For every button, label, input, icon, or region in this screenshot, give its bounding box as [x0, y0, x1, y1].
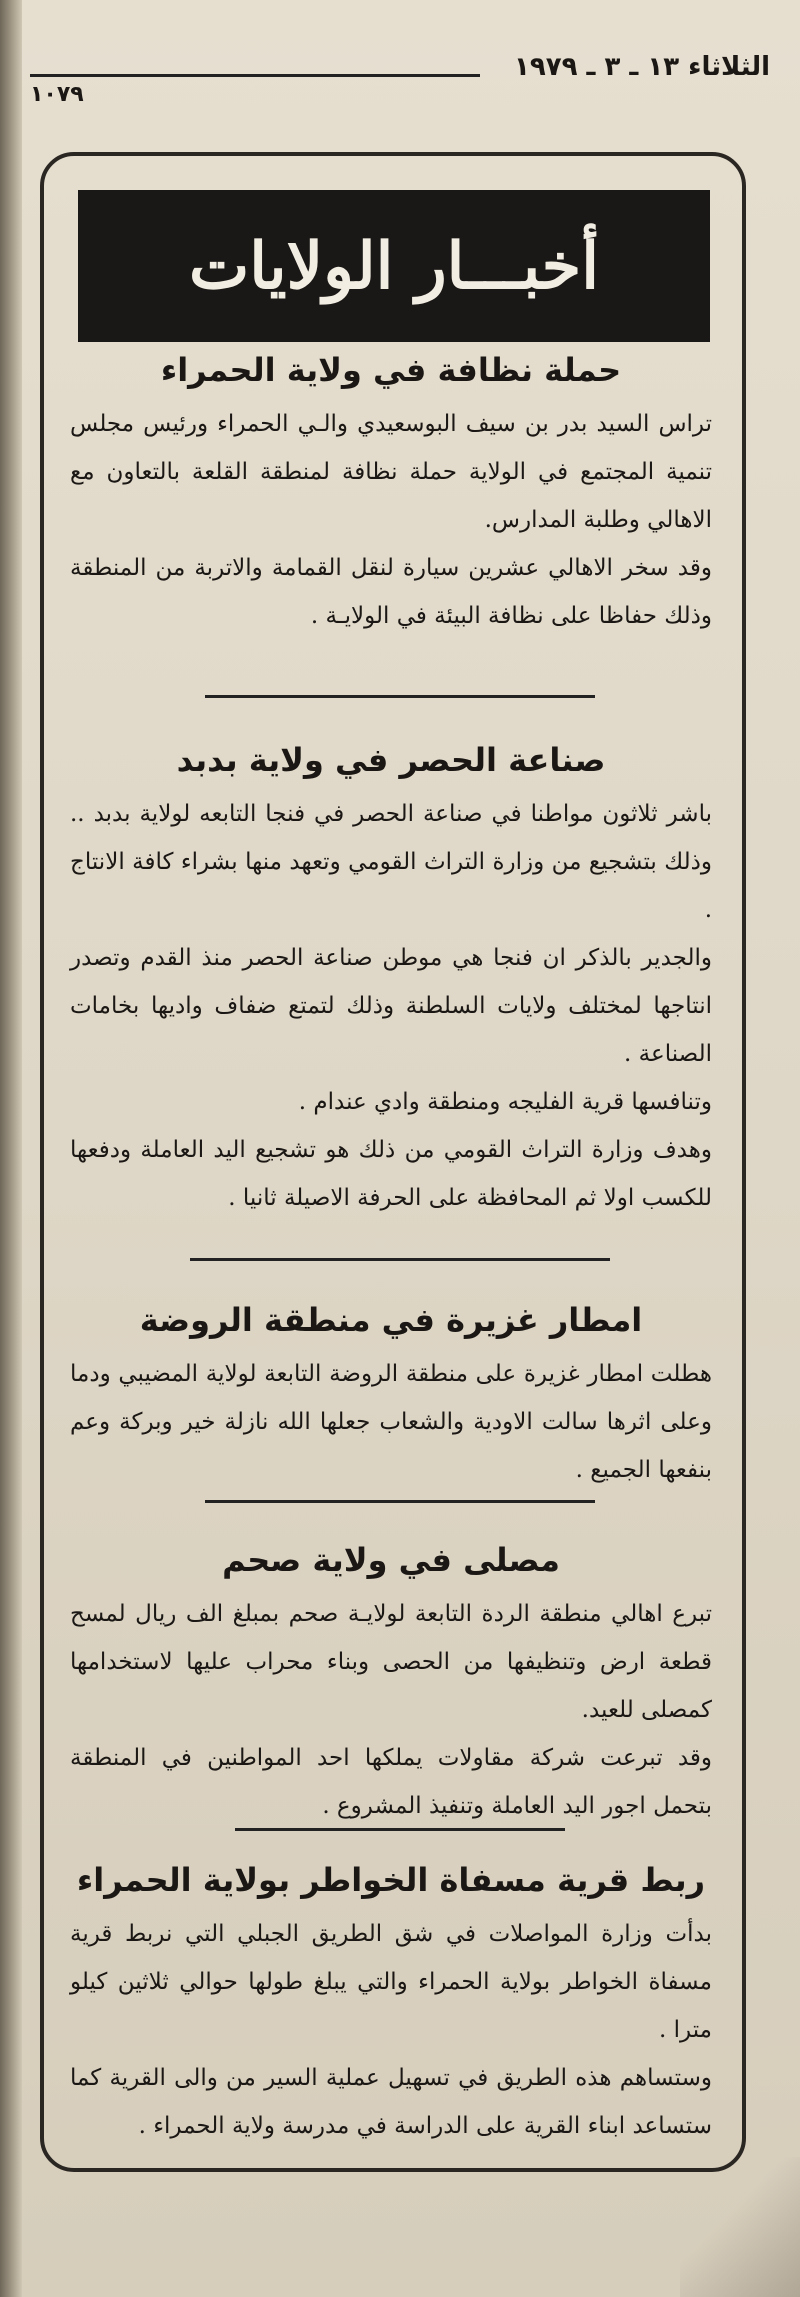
- article-hamra-cleanup: [70, 350, 712, 640]
- issue-year: ١٠٧٩: [30, 82, 84, 107]
- article-paragraph: وستساهم هذه الطريق في تسهيل عملية السير من والى القرية كما ستساعد ابناء القرية على الدراسة في مدرسة ولاية الحمراء .: [70, 2064, 712, 2139]
- article-prayer-suhm: [70, 1540, 712, 1830]
- article-paragraph: وهدف وزارة التراث القومي من ذلك هو تشجيع اليد العاملة ودفعها للكسب اولا ثم المحافظة على الحرفة الاصيلة ثانيا .: [70, 1136, 712, 1211]
- article-paragraph: بدأت وزارة المواصلات في شق الطريق الجبلي التي نربط قرية مسفاة الخواطر بولاية الحمراء والتي يبلغ طولها حوالي ثلاثين كيلو مترا .: [70, 1920, 712, 2043]
- separator-rule: [205, 695, 595, 698]
- article-paragraph: تراس السيد بدر بن سيف البوسعيدي والـي الحمراء ورئيس مجلس تنمية المجتمع في الولاية حملة نظافة لمنطقة القلعة بالتعاون مع الاهالي وطلبة المدارس.: [70, 410, 712, 533]
- article-body: [70, 400, 712, 640]
- article-headline: حملة نظافة في ولاية الحمراء: [160, 351, 622, 389]
- separator-rule: [235, 1828, 565, 1831]
- article-headline: صناعة الحصر في ولاية بدبد: [176, 741, 606, 779]
- article-paragraph: وتنافسها قرية الفليجه ومنطقة وادي عندام .: [298, 1088, 712, 1115]
- separator-rule: [205, 1500, 595, 1503]
- article-headline: ربط قرية مسفاة الخواطر بولاية الحمراء: [76, 1861, 706, 1899]
- article-headline: مصلى في ولاية صحم: [222, 1541, 560, 1579]
- page-shadow: [680, 2157, 800, 2297]
- section-title: أخبـــار الولايات: [189, 228, 599, 304]
- binding-edge: [0, 0, 22, 2297]
- article-paragraph: وقد تبرعت شركة مقاولات يملكها احد المواطنين في المنطقة بتحمل اجور اليد العاملة وتنفيذ المشروع .: [70, 1744, 712, 1819]
- dateline: [30, 52, 780, 116]
- article-paragraph: تبرع اهالي منطقة الردة التابعة لولايـة صحم بمبلغ الف ريال لمسح قطعة ارض وتنظيفها من الحصى وبناء محراب عليها لاستخدامها كمصلى للعيد.: [70, 1600, 712, 1723]
- article-paragraph: وقد سخر الاهالي عشرين سيارة لنقل القمامة والاتربة من المنطقة وذلك حفاظا على نظافة البيئة في الولايـة .: [70, 554, 712, 629]
- issue-date: الثلاثاء ١٣ ـ ٣ ـ ١٩٧٩: [513, 52, 770, 82]
- article-rain-rawda: [70, 1300, 712, 1494]
- section-banner: [78, 190, 710, 342]
- article-paragraph: باشر ثلاثون مواطنا في صناعة الحصر في فنجا التابعه لولاية بدبد .. وذلك بتشجيع من وزارة التراث القومي وتعهد منها بشراء كافة الانتاج .: [70, 800, 712, 923]
- article-body: [70, 1590, 712, 1830]
- separator-rule: [190, 1258, 610, 1261]
- article-road-misfat: [70, 1860, 712, 2150]
- dateline-rule: [30, 74, 480, 77]
- article-body: [70, 1350, 712, 1494]
- article-body: [70, 790, 712, 1222]
- article-headline: امطار غزيرة في منطقة الروضة: [139, 1301, 643, 1339]
- article-paragraph: والجدير بالذكر ان فنجا هي موطن صناعة الحصر منذ القدم وتصدر انتاجها لمختلف ولايات السلطنة وذلك لتمتع ضفاف واديها بخامات الصناعة .: [70, 944, 712, 1067]
- article-paragraph: هطلت امطار غزيرة على منطقة الروضة التابعة لولاية المضيبي ودما وعلى اثرها سالت الاودية والشعاب جعلها الله نازلة خير وبركة وعم بنفعها الجميع .: [70, 1360, 712, 1483]
- article-body: [70, 1910, 712, 2150]
- article-mats-badbad: [70, 740, 712, 1222]
